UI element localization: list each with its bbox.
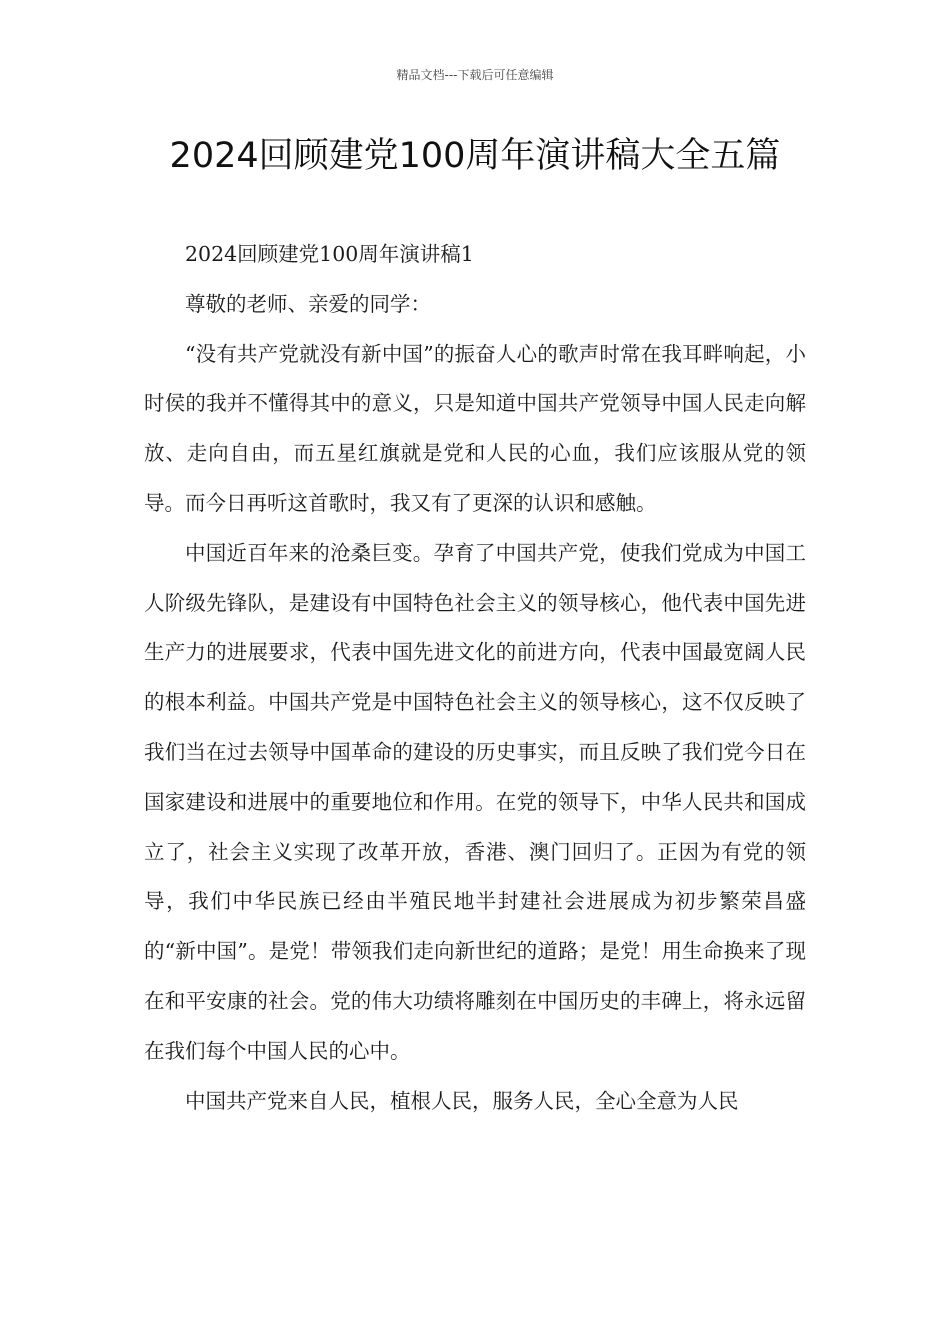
paragraph: 中国近百年来的沧桑巨变。孕育了中国共产党，使我们党成为中国工人阶级先锋队，是建设有中国特色社会主义的领导核心，他代表中国先进生产力的进展要求，代表中国先进文化的前进方向，代表中国最宽阔人民的根本利益。中国共产党是中国特色社会主义的领导核心，这不仅反映了我们当在过去领导中国革命的建设的历史事实，而且反映了我们党今日在国家建设和进展中的重要地位和作用。在党的领导下，中华人民共和国成立了，社会主义实现了改革开放，香港、澳门回归了。正因为有党的领导，我们中华民族已经由半殖民地半封建社会进展成为初步繁荣昌盛的“新中国”。是党！带领我们走向新世纪的道路；是党！用生命换来了现在和平安康的社会。党的伟大功绩将雕刻在中国历史的丰碑上，将永远留在我们每个中国人民的心中。 — [144, 540, 806, 1063]
paragraph: 中国共产党来自人民，植根人民，服务人民，全心全意为人民 — [185, 1088, 739, 1113]
document-title: 2024回顾建党100周年演讲稿大全五篇 — [169, 136, 781, 176]
document-body — [144, 230, 806, 1126]
paragraph: “没有共产党就没有新中国”的振奋人心的歌声时常在我耳畔响起，小时侯的我并不懂得其中的意义，只是知道中国共产党领导中国人民走向解放、走向自由，而五星红旗就是党和人民的心血，我们应该服从党的领导。而今日再听这首歌时，我又有了更深的认识和感触。 — [144, 341, 806, 515]
header-note: 精品文档---下载后可任意编辑 — [396, 68, 554, 82]
salutation: 尊敬的老师、亲爱的同学： — [185, 291, 431, 316]
section-heading: 2024回顾建党100周年演讲稿1 — [185, 242, 474, 266]
